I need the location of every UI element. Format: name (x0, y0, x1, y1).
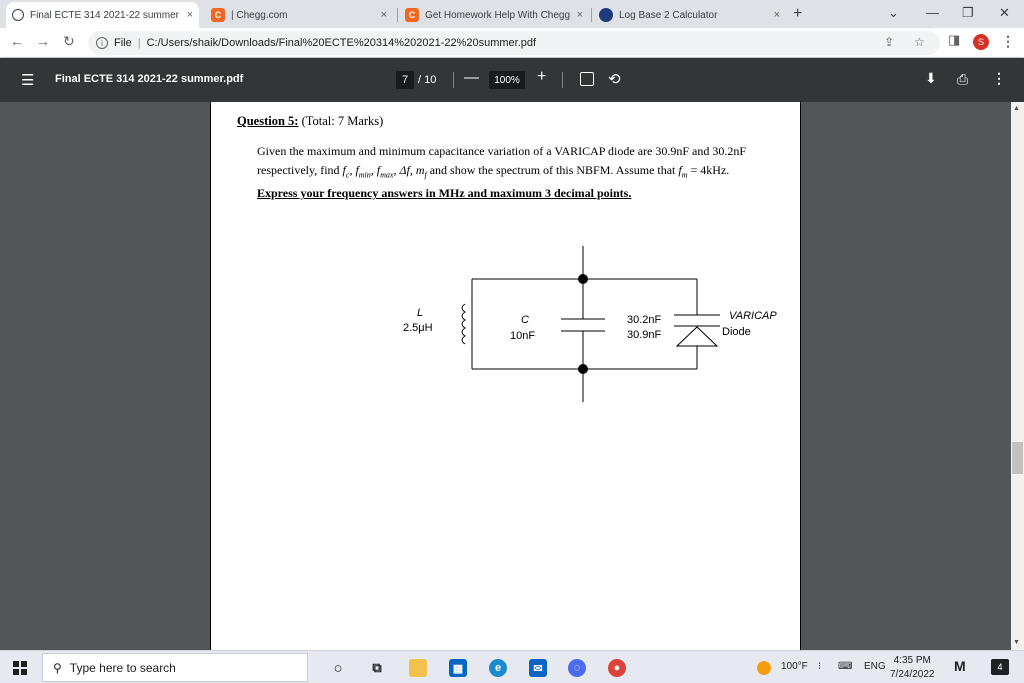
varicap-high-value: 30.2nF (627, 314, 662, 326)
scroll-down-icon[interactable]: ▼ (1013, 639, 1020, 646)
windows-start-icon[interactable] (13, 661, 27, 675)
tab-search-icon[interactable]: ⌄ (888, 5, 899, 20)
language-indicator[interactable]: ENG (864, 661, 886, 672)
info-icon[interactable]: i (96, 37, 108, 49)
zoom-input[interactable]: 100% (489, 71, 525, 89)
browser-menu-icon[interactable]: ⋮ (1001, 33, 1015, 49)
tab-title: Get Homework Help With Chegg (425, 9, 571, 21)
pdf-viewer[interactable] (0, 102, 1024, 650)
network-icon[interactable]: ⌨ (838, 661, 853, 672)
fit-page-icon[interactable] (580, 72, 594, 86)
question-marks: (Total: 7 Marks) (301, 114, 384, 128)
tab-homework-help[interactable] (399, 2, 589, 28)
toolbar-divider (453, 72, 454, 88)
chat-icon[interactable]: ◌ (568, 659, 586, 677)
new-tab-button[interactable]: + (793, 5, 803, 22)
search-icon: ⚲ (53, 660, 62, 675)
page-total: / 10 (418, 74, 437, 86)
toolbar-divider (562, 72, 563, 88)
scroll-up-icon[interactable]: ▲ (1013, 105, 1020, 112)
profile-avatar[interactable]: S (973, 34, 989, 50)
globe-icon (12, 9, 24, 21)
capacitor-symbol: C (521, 314, 529, 326)
pdf-title: Final ECTE 314 2021-22 summer.pdf (55, 73, 244, 85)
tab-title: Final ECTE 314 2021-22 summer (30, 9, 179, 21)
url-separator: | (137, 37, 141, 49)
taskbar-search-input[interactable] (42, 653, 308, 682)
inductor-coil (462, 304, 465, 344)
zoom-in-button[interactable]: + (537, 68, 547, 85)
address-bar[interactable] (88, 31, 940, 55)
close-icon[interactable]: × (576, 9, 583, 21)
varicap-low-value: 30.9nF (627, 329, 662, 341)
tab-final-ecte[interactable] (6, 2, 199, 28)
share-icon[interactable]: ⇪ (884, 35, 895, 49)
weather-icon[interactable] (757, 661, 771, 675)
question-line-2-prefix: respectively, find (257, 163, 343, 177)
inductor-symbol: L (417, 307, 424, 319)
menu-icon[interactable]: ☰ (21, 72, 35, 89)
tab-log-calculator[interactable] (593, 2, 786, 28)
question-line-2-middle: and show the spectrum of this NBFM. Assume that (426, 163, 679, 177)
window-close-icon[interactable]: ✕ (999, 5, 1010, 20)
tab-strip (0, 0, 1024, 28)
calculator-icon (599, 8, 613, 22)
app-m-icon[interactable]: M (954, 658, 966, 674)
tray-overflow-icon[interactable]: ⁝ (818, 661, 822, 672)
varicap-diode-triangle (677, 327, 717, 346)
cortana-icon[interactable]: ○ (333, 659, 343, 677)
minimize-icon[interactable]: — (926, 5, 939, 20)
question-label: Question 5: (237, 114, 299, 128)
windows-taskbar (0, 650, 1024, 683)
taskbar-clock[interactable] (890, 654, 935, 682)
rotate-icon[interactable]: ⟲ (608, 71, 621, 88)
tab-title: | Chegg.com (231, 9, 288, 21)
print-icon[interactable]: ⎙ (957, 71, 969, 87)
chegg-icon: C (211, 8, 225, 22)
url-scheme: File (114, 37, 132, 49)
capacitor-value: 10nF (510, 330, 536, 342)
notification-badge[interactable]: 4 (991, 659, 1009, 675)
temperature[interactable]: 100°F (781, 661, 808, 672)
question-line-2 (257, 161, 802, 184)
more-actions-icon[interactable]: ⋮ (992, 70, 1006, 86)
top-junction (578, 274, 588, 284)
tab-chegg[interactable] (205, 2, 393, 28)
file-explorer-icon[interactable] (409, 659, 427, 677)
search-placeholder: Type here to search (69, 660, 176, 675)
forward-icon[interactable]: → (36, 33, 50, 49)
bookmark-star-icon[interactable]: ☆ (914, 35, 925, 49)
reload-icon[interactable]: ↻ (63, 33, 75, 49)
task-view-icon[interactable]: ⧉ (372, 660, 382, 675)
close-icon[interactable]: × (773, 9, 780, 21)
download-icon[interactable]: ⬇ (925, 70, 937, 86)
browser-toolbar (0, 28, 1024, 58)
restore-icon[interactable]: ❐ (962, 5, 974, 20)
question-body (257, 142, 802, 203)
pdf-page (210, 102, 801, 650)
microsoft-store-icon[interactable]: ▦ (449, 659, 467, 677)
tab-title: Log Base 2 Calculator (619, 9, 718, 21)
tab-divider (397, 8, 398, 22)
diode-label: Diode (722, 326, 751, 338)
question-line-2-end: = 4kHz. (687, 163, 730, 177)
page-number-input[interactable]: 7 (396, 71, 414, 89)
question-title (237, 114, 383, 129)
side-panel-icon[interactable]: ◨ (948, 32, 961, 47)
question-emphasis: Express your frequency answers in MHz and maximum 3 decimal points. (257, 186, 632, 201)
zoom-out-button[interactable]: — (464, 69, 479, 86)
varicap-label: VARICAP (729, 310, 777, 322)
inductor-value: 2.5μH (403, 322, 433, 334)
close-icon[interactable]: × (186, 9, 193, 21)
chegg-icon: C (405, 8, 419, 22)
clock-time: 4:35 PM (893, 655, 931, 666)
url-path: C:/Users/shaik/Downloads/Final%20ECTE%20314%202021-22%20summer.pdf (146, 37, 537, 49)
back-icon[interactable]: ← (10, 33, 24, 49)
close-icon[interactable]: × (380, 9, 387, 21)
chrome-icon[interactable]: ● (608, 659, 626, 677)
edge-icon[interactable]: e (489, 659, 507, 677)
question-line-1: Given the maximum and minimum capacitance variation of a VARICAP diode are 30.9nF and 30.2nF (257, 144, 747, 158)
tab-divider (591, 8, 592, 22)
circuit-diagram (211, 242, 802, 442)
math-variables: $f_c$, $f_{min}$, $f_{max}$, Δf, $m_f$ (342, 163, 427, 180)
scrollbar-thumb[interactable] (1012, 442, 1023, 474)
mail-icon[interactable]: ✉ (529, 659, 547, 677)
bottom-junction (578, 364, 588, 374)
pdf-toolbar (0, 58, 1024, 102)
clock-date: 7/24/2022 (890, 669, 935, 680)
vertical-scrollbar[interactable] (1011, 102, 1024, 650)
math-fm: $f_m$ (678, 163, 688, 180)
